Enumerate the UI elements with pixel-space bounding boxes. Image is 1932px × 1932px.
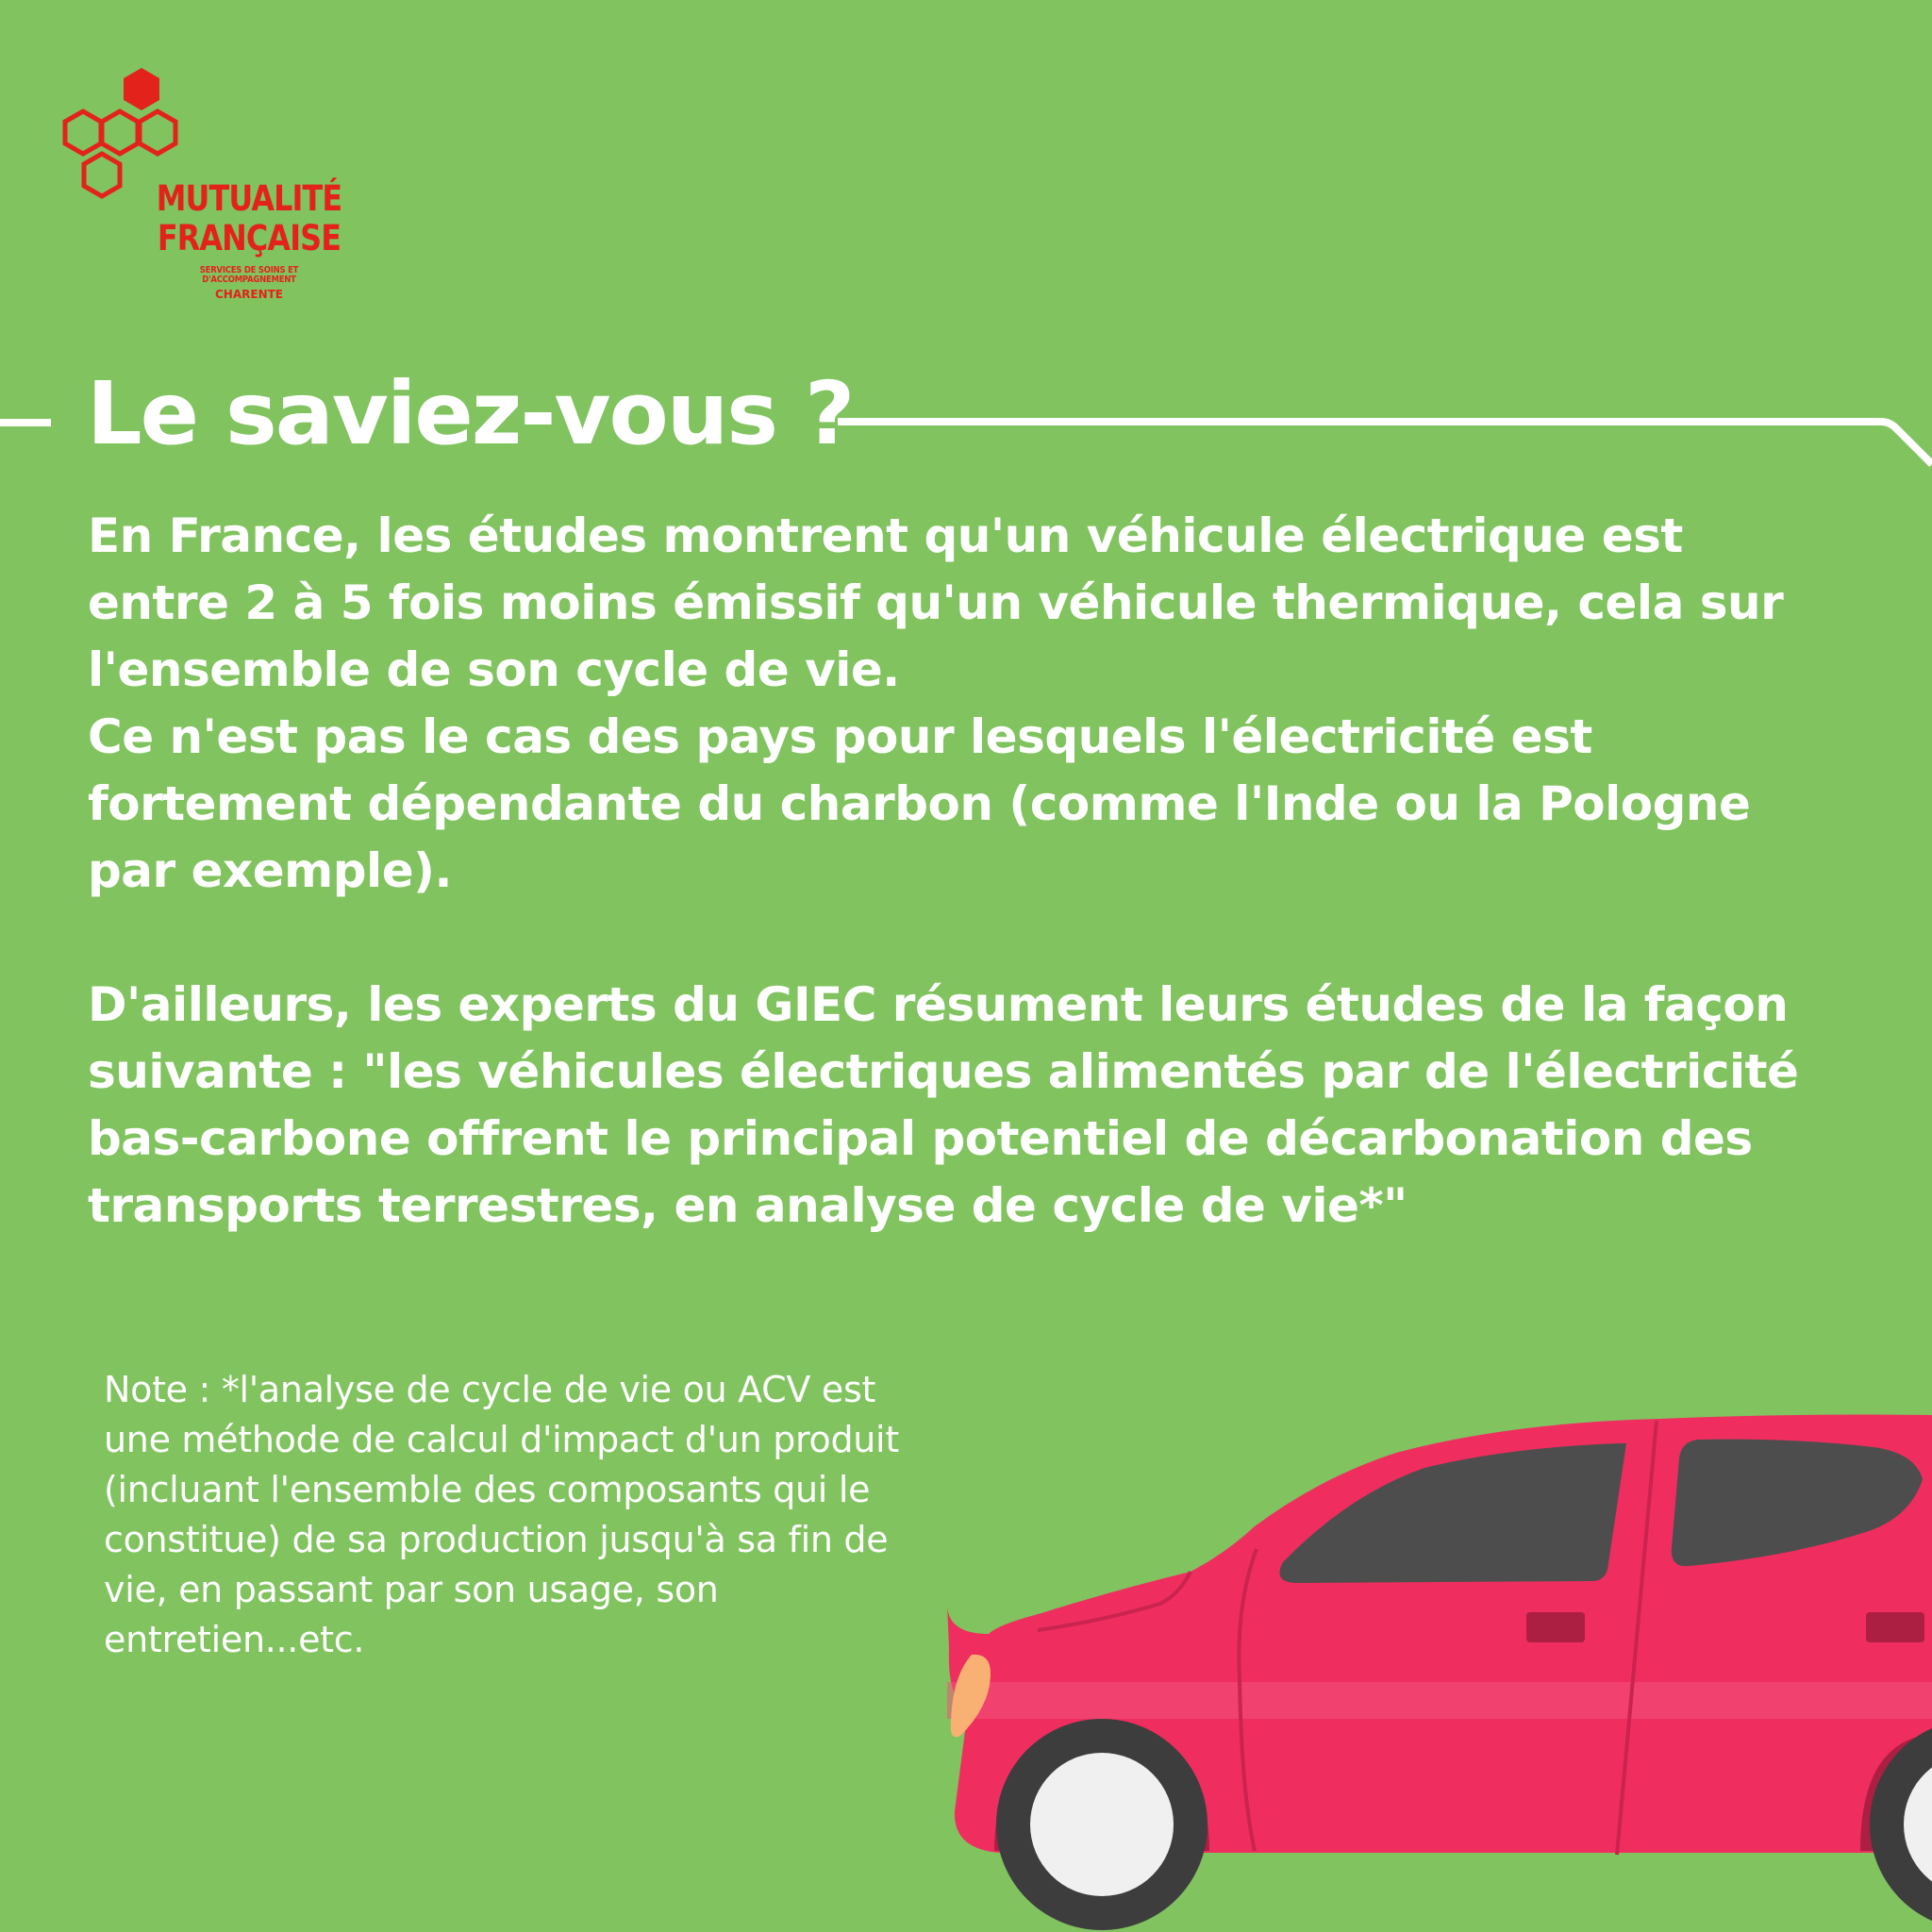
page-title: Le saviez-vous ?	[87, 363, 854, 464]
text-line: transports terrestres, en analyse de cycle de vie*"	[88, 1178, 1407, 1233]
door-handle-front	[1526, 1612, 1585, 1642]
text-line: bas-carbone offrent le principal potentiel de décarbonation des	[88, 1111, 1753, 1166]
text-line: par exemple).	[88, 843, 452, 898]
note-line: Note : *l'analyse de cycle de vie ou ACV est	[104, 1369, 876, 1410]
door-handle-rear	[1866, 1612, 1924, 1642]
logo-region: CHARENTE	[215, 288, 283, 301]
text-line: suivante : "les véhicules électriques alimentés par de l'électricité	[88, 1044, 1799, 1099]
note-line: vie, en passant par son usage, son	[104, 1569, 719, 1610]
note-line: entretien...etc.	[104, 1619, 365, 1660]
note-line: constitue) de sa production jusqu'à sa fin de	[104, 1519, 889, 1560]
text-line: Ce n'est pas le cas des pays pour lesquels l'électricité est	[88, 709, 1592, 764]
text-line: En France, les études montrent qu'un véhicule électrique est	[88, 508, 1683, 563]
note-line: une méthode de calcul d'impact d'un produit	[104, 1419, 899, 1460]
front-wheel-cap	[1030, 1753, 1174, 1896]
logo-line2: FRANÇAISE	[157, 218, 341, 258]
car-stripe	[947, 1682, 1932, 1719]
text-line: l'ensemble de son cycle de vie.	[88, 642, 900, 697]
note-line: (incluant l'ensemble des composants qui le	[104, 1469, 871, 1510]
logo-line1: MUTUALITÉ	[156, 178, 342, 219]
logo-tagline: SERVICES DE SOINS ET D'ACCOMPAGNEMENT	[199, 265, 299, 285]
text-line: fortement dépendante du charbon (comme l'Inde ou la Pologne	[88, 776, 1751, 831]
text-line: D'ailleurs, les experts du GIEC résument leurs études de la façon	[88, 977, 1789, 1032]
text-line: entre 2 à 5 fois moins émissif qu'un véhicule thermique, cela sur	[88, 575, 1784, 630]
